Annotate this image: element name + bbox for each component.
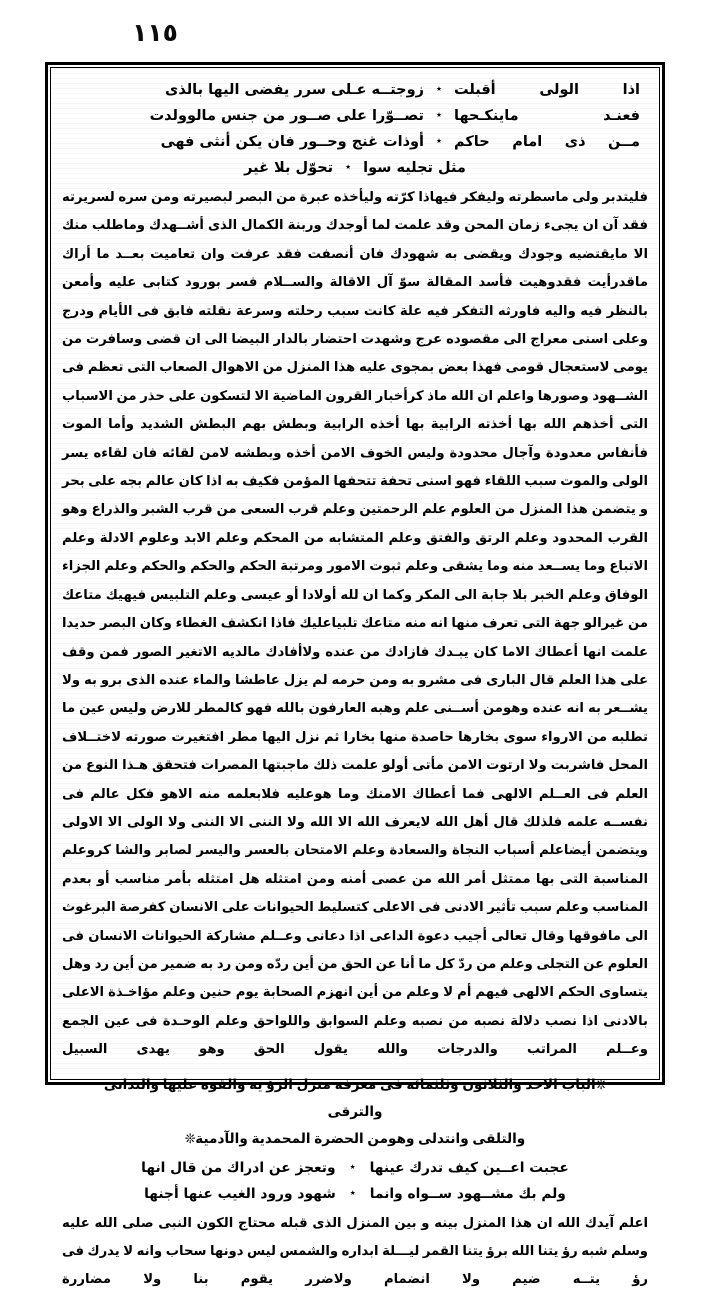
verse-line <box>62 103 648 129</box>
verse-separator-icon: ٭ <box>436 82 442 95</box>
verse-separator-icon: ٭ <box>436 134 442 147</box>
verse-line <box>62 77 648 103</box>
couplet-hemistich-first: عجبت اعــين كيف تدرك عينها <box>369 1159 569 1176</box>
verse-hemistich-first: اذا الولى أقبلت <box>454 82 640 98</box>
page-border-inner <box>50 67 660 1288</box>
verse-line-final <box>62 155 648 181</box>
couplet-line <box>62 1181 648 1207</box>
couplet-hemistich-second: وتعجز عن ادراك من قال انها <box>141 1159 336 1176</box>
verse-hemistich-first: فعنـد ماينكـحها <box>454 108 640 124</box>
verse-block-top <box>62 77 648 181</box>
couplet-hemistich-first: ولم بك مشــهود ســواه وانما <box>369 1185 566 1202</box>
verse-hemistich-second: تصــوّرا على صــور من جنس مالوولدت <box>149 108 424 124</box>
couplet-separator-icon: ٭ <box>349 1185 356 1199</box>
heading-end-ornament-icon: ❊ <box>184 1131 196 1147</box>
verse-hemistich-first: مثل تجليه سوا <box>363 160 466 176</box>
verse-hemistich-first: مــن ذى امام حاكم <box>454 134 640 150</box>
verse-line <box>62 129 648 155</box>
verse-separator-icon: ٭ <box>436 108 442 121</box>
verse-hemistich-second: تحوّل بلا غير <box>244 160 334 176</box>
chapter-heading <box>62 1072 648 1153</box>
body-paragraph-tail: اعلم آيدك الله ان هذا المنزل بينه و بين المنزل الذى قبله محتاج الكون النبى صلى الله عليه وسلم شبه رؤ يتنا الله برؤ يتنا القمر ليـــلة ابداره والشمس ليس دونها سحاب وانه لا يدرك فى رؤ يتــه ضيم ولا انضمام ولاضرر يقوم بنا ولا مضاررة <box>62 1215 648 1288</box>
couplet-line <box>62 1155 648 1181</box>
heading-start-ornament-icon: ❊ <box>595 1077 607 1093</box>
page-border-frame <box>45 62 665 1288</box>
chapter-heading-line-1: الباب الاحد والثلاثون وثلثمائة فى معرفة منزل الرؤ ية والقوة عليها والتدانى والترقى <box>103 1076 596 1120</box>
page-number: ١١٥ <box>132 18 178 47</box>
verse-hemistich-second: زوجتــه عـلى سرر يفضى اليها بالذى <box>165 82 424 98</box>
couplet-hemistich-second: شهود ورود الغيب عنها أجنها <box>144 1185 336 1202</box>
couplet-separator-icon: ٭ <box>349 1159 356 1173</box>
couplet-block <box>62 1155 648 1207</box>
text-column <box>51 68 659 1288</box>
verse-hemistich-second: أوذات غنج وحــور فان يكن أنثى فهى <box>160 134 424 150</box>
verse-separator-icon: ٭ <box>345 160 352 173</box>
chapter-heading-line-2: والتلقى وانتدلى وهومن الحضرة المحمدية والآدمية <box>195 1130 526 1147</box>
body-paragraph-main: فليتدبر ولى ماسطرته وليفكر فيهاذا كرّته وليأخذه عبرة من البصر لبصيرته ومن سره لسريرته فقد آن ان يجى‌ء زمان المحن وقد علمت لما أوجدك وربنة الكمال الذى أشــهدك وماطلب منك الا مايقتضيه وجودك ويقضى به شهودك فان أنصفت فقد عرفت وان تعاميت بعــد ما أراك ماقدرأيت فقدوهيت فأسد المقالة سوّ آل الاقالة والســلام فسر بورود كتابى عليه وأمعن بالنظر فيه واليه فاورثه التفكر فيه علة كانت سبب رحلته وسرعة نقلته فابق فى الأيام ودرج وعلى اسنى معراج الى مقصوده عرج وشهدت احتضار بالدار البيضا الى ان قضى وسافرت من يومى لاستعجال قومى فهذا بعض بمجوى عليه هذا المنزل من الاهوال الصعاب التى تعظم فى الشــهود وصورها واعلم ان الله ماذ كرأخبار القرون الماضية الا لتسكون على حذر من الاسباب التى أخذهم الله بها أخذته الرابية بها أخذه الرابية وبطش بهم البطش الشديد وأما الموت فأنفاس معدودة وآجال محدودة وليس الخوف الامن أخذه وبطشه لامن لقائه فان لقاءه يسر الولى والموت سبب اللقاء فهو اسنى تحفة تتحفها المؤمن فكيف به اذا كان عالم بجه على بحر و يتضمن هذا المنزل من العلوم علم الرحمتين وعلم قرب السعى من قرب الشبر والذراع وهو القرب المحدود وعلم الرتق والفتق وعلم المتشابه من المحكم وعلم الابد وعلوم الادلة وعلم الاتباع وما يســعد منه وما يشقى وعلم ثبوت الامور ومرتبة الحكم والحكم والحكم وعلم الجزاء الوفاق وعلم الخبر بلا جابة الى المكر وكما ان لله أولادا أو عيسى وعلم التلبيس فيهيك متاعك من غيرالو جهة التى تعرف منها انه منه متاعك تلبياعليك فاذا انكشف الغطاء وكان البصر حديدا علمت انها أعطاك الاما كان يبـدك فازادك ‌من عنده ولاأفادك مالديه الاتغير الصور فمن وقف على هذا العلم قال البارى فى مشرو به ومن حرمه لم يزل عاطشا والماء عنده الذى برو به ولا يشــعر به انه عنده وهومن أســنى علم وهبه العارفون بالله فهو كالمطر للارض وليس عين ما تطلبه من الارواء سوى بخارها حاصدة منها بخارا ثم نزل اليها مطر افتغيرت صورته لاختــلاف المحل فاشربت ولا ارتوت الامن مأتى أولو علمت ذلك ماجبتها المصرات فتحقق هـذا النوع من العلم فى العــلم الالهى فما أعطاك الامنك وما هوعليه فلابعلمه منه الاهو فكل عالم فى نفســه علمه فلذلك قال أهل الله لايعرف الله الا الله ولا الننى الا الننى ولا الولى الا الاولى ويتضمن أيضاعلم أسباب النجاة والسعادة وعلم الامتحان بالعسر واليسر لصابر والشا كروعلم المناسبة التى بها ممتثل أمر الله من عصى أمنه ومن امتثله هل امتثله بأمر مناسب أو بعدم المناسب وعلم سبب تأثير الادنى فى الاعلى كتسليط الحيوانات على الانسان كفرصة البرغوث الى مافوقها وقال تعالى أجيب دعوة الداعى اذا دعانى وعــلم مشاركة الحيوانات الانسان فى العلوم عن التجلى وعلم من ردّ كل ما أنا عن الحق من أين ردّه ومن رد به ضمير من أين رد وهل يتساوى الحكم الالهى فيهم أم لا وعلم من أين انهزم الصحابة يوم حنين وعلم مؤاخـذة الاعلى بالادنى اذا نصب دلالة نصبه من نصبه وعلم السوابق واللواحق وعلم الوحـدة فى عين الجمع وعــلم المراتب والدرجات والله يقول الحق وهو يهدى السبيل <box>62 190 648 1058</box>
